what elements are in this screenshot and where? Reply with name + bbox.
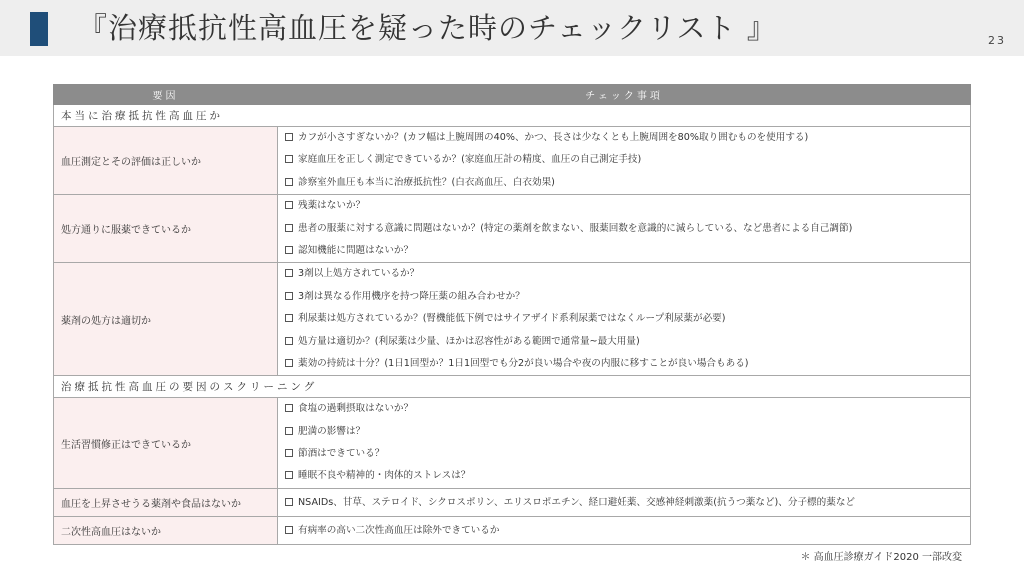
check-item [285,331,970,353]
section-label: 本当に治療抵抗性高血圧か [54,105,971,127]
factor-cell: 血圧測定とその評価は正しいか [54,127,278,195]
table-row [54,516,971,544]
checkbox-icon[interactable] [285,314,293,322]
check-item-text: 食塩の過剰摂取はないか？ [298,403,414,415]
checkbox-icon[interactable] [285,269,293,277]
check-item [285,421,970,443]
check-item-text: 節酒はできている？ [298,448,385,460]
section-row [54,105,971,127]
check-item-text: 利尿薬は処方されているか？(腎機能低下例ではサイアザイド系利尿薬ではなくループ利尿薬が必要) [298,313,726,325]
check-item-text: 処方量は適切か？(利尿薬は少量、ほかは忍容性がある範囲で通常量~最大用量) [298,335,640,347]
check-items [278,263,971,376]
table-header-row [54,85,971,105]
check-items [278,195,971,263]
factor-cell: 二次性高血圧はないか [54,516,278,544]
check-item-text: 有病率の高い二次性高血圧は除外できているか [298,524,500,536]
check-item-text: 3剤以上処方されているか？ [298,268,420,280]
check-items [278,516,971,544]
checkbox-icon[interactable] [285,427,293,435]
title-bar [0,0,1024,56]
check-item-text: 家庭血圧を正しく測定できているか？(家庭血圧計の精度、血圧の自己測定手技) [298,154,642,166]
check-item [285,195,970,217]
checkbox-icon[interactable] [285,337,293,345]
checkbox-icon[interactable] [285,498,293,506]
check-item [285,465,970,487]
check-item [285,172,970,194]
check-item-text: 睡眠不良や精神的・肉体的ストレスは？ [298,470,471,482]
check-item [285,240,970,262]
table-row [54,263,971,376]
checkbox-icon[interactable] [285,526,293,534]
factor-cell: 処方通りに服薬できているか [54,195,278,263]
check-item [285,127,970,149]
table-row [54,488,971,516]
check-item-text: 認知機能に問題はないか？ [298,244,414,256]
check-item-text: 患者の服薬に対する意識に問題はないか？(特定の薬剤を飲まない、服薬回数を意識的に減らしている、など患者による自己調節) [298,222,853,234]
check-item [285,263,970,285]
check-item-text: カフが小さすぎないか？(カフ幅は上腕周囲の40%、かつ、長さは少なくとも上腕周囲を80%取り囲むものを使用する) [298,132,809,143]
checkbox-icon[interactable] [285,292,293,300]
check-item [285,149,970,171]
check-item-text: 残薬はないか？ [298,200,366,212]
check-item [285,443,970,465]
check-item-text: 診察室外血圧も本当に治療抵抗性？(白衣高血圧、白衣効果) [298,176,555,188]
check-item [285,308,970,330]
page-number: 23 [988,34,1006,47]
check-item-text: 3剤は異なる作用機序を持つ降圧薬の組み合わせか？ [298,290,525,302]
factor-cell: 血圧を上昇させうる薬剤や食品はないか [54,488,278,516]
factor-cell: 生活習慣修正はできているか [54,398,278,489]
check-items [278,127,971,195]
title-accent-bar [30,12,48,46]
check-item [285,489,970,516]
section-row [54,376,971,398]
factor-cell: 薬剤の処方は適切か [54,263,278,376]
checkbox-icon[interactable] [285,155,293,163]
checkbox-icon[interactable] [285,471,293,479]
check-item-text: 肥満の影響は？ [298,425,366,437]
check-item [285,517,970,544]
check-items [278,398,971,489]
source-footnote: ＊ 高血圧診療ガイド2020 一部改変 [800,552,962,563]
check-item [285,286,970,308]
table-row [54,195,971,263]
checkbox-icon[interactable] [285,246,293,254]
header-factor: 要因 [54,85,278,105]
checkbox-icon[interactable] [285,359,293,367]
check-item [285,353,970,375]
header-check: チェック事項 [278,85,971,105]
checklist-table [53,84,971,545]
table-row [54,127,971,195]
table-row [54,398,971,489]
checkbox-icon[interactable] [285,449,293,457]
check-item [285,218,970,240]
checkbox-icon[interactable] [285,133,293,141]
check-item-text: 薬効の持続は十分？(1日1回型か？1日1回型でも分2が良い場合や夜の内服に移すことが良い場合もある) [298,357,749,369]
checkbox-icon[interactable] [285,404,293,412]
check-item [285,398,970,420]
check-items [278,488,971,516]
check-item-text: NSAIDs、甘草、ステロイド、シクロスポリン、エリスロポエチン、経口避妊薬、交感神経刺激薬(抗うつ薬など)、分子標的薬など [298,496,856,508]
page-title: 『治療抵抗性高血圧を疑った時のチェックリスト 』 [78,11,777,45]
checkbox-icon[interactable] [285,224,293,232]
section-label: 治療抵抗性高血圧の要因のスクリーニング [54,376,971,398]
checkbox-icon[interactable] [285,201,293,209]
checkbox-icon[interactable] [285,178,293,186]
